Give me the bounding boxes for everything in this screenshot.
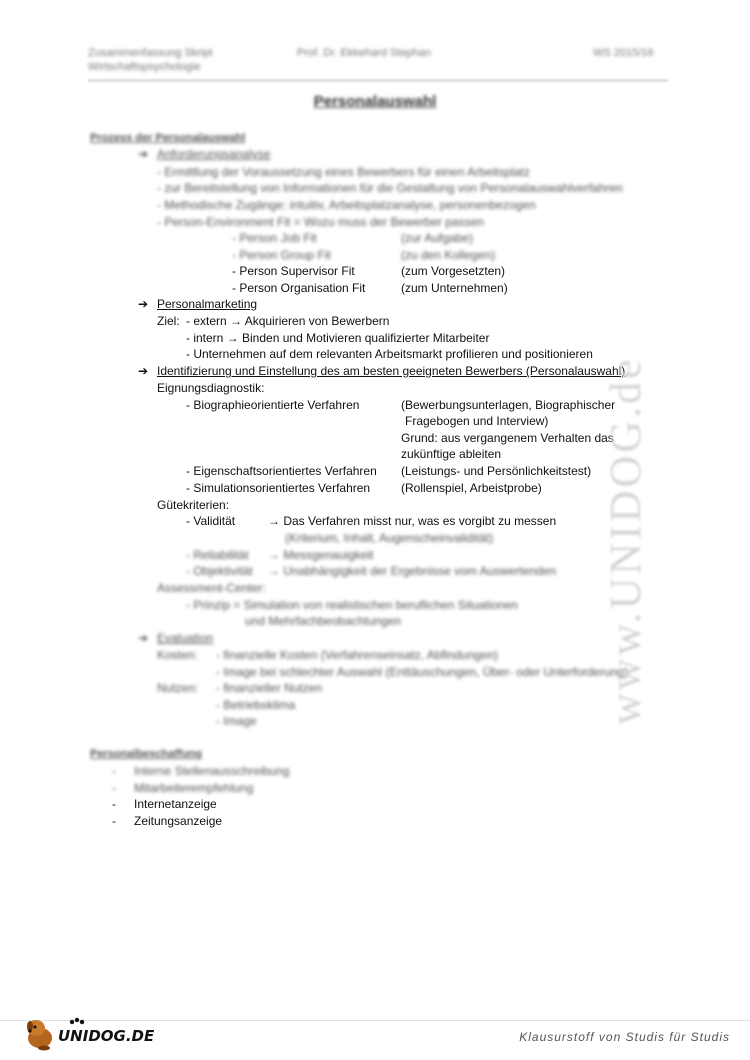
evaluation-label: Evaluation <box>157 631 214 645</box>
ziel-line: - extern → Akquirieren von Bewerbern <box>186 314 390 328</box>
guete-label: Gütekriterien: <box>157 498 230 512</box>
nutzen-line: - Image <box>216 714 257 728</box>
arrow-icon: ➔ <box>138 147 149 161</box>
ziel-line: - intern → Binden und Motivieren qualifizierter Mitarbeiter <box>186 331 490 345</box>
nutzen-line: - Betriebsklima <box>216 698 296 712</box>
arrow-icon: ➔ <box>138 631 149 645</box>
header-course-title: Zusammenfassung Skript <box>88 47 213 59</box>
kriterium-desc: → Messgenauigkeit <box>268 548 374 562</box>
ziel-label: Ziel: <box>157 314 180 328</box>
ziel-line: - Unternehmen auf dem relevanten Arbeitsmarkt profilieren und positionieren <box>186 347 593 361</box>
kosten-label: Kosten: <box>157 648 198 662</box>
kriterium-item: - Validität <box>186 514 236 528</box>
list-item: Mitarbeiterempfehlung <box>134 781 254 795</box>
fit-item-note: (zum Unternehmen) <box>401 281 508 295</box>
page-title: Personalauswahl <box>313 93 437 110</box>
section-heading-beschaffung: Personalbeschaffung <box>90 748 202 760</box>
verfahren-note: (Bewerbungsunterlagen, Biographischer <box>401 398 616 412</box>
section-heading-prozess: Prozess der Personalauswahl <box>90 132 246 144</box>
verfahren-item: - Eigenschaftsorientiertes Verfahren <box>186 464 377 478</box>
fit-item-note: (zu den Kollegen) <box>401 248 496 262</box>
header-semester: WS 2015/16 <box>593 47 654 59</box>
nutzen-label: Nutzen: <box>157 681 199 695</box>
eignung-label: Eignungsdiagnostik: <box>157 381 265 395</box>
list-item: Zeitungsanzeige <box>134 814 223 828</box>
kriterium-sub: (Kriterium, Inhalt, Augenscheinvalidität) <box>285 531 494 545</box>
kosten-line: - Image bei schlechter Auswahl (Enttäuschungen, Über- oder Unterforderung) <box>216 665 629 679</box>
ac-label: Assessment-Center: <box>157 581 266 595</box>
verfahren-note: (Rollenspiel, Arbeistprobe) <box>401 481 542 495</box>
fit-item-note: (zum Vorgesetzten) <box>401 264 506 278</box>
verfahren-item: - Biographieorientierte Verfahren <box>186 398 360 412</box>
verfahren-note: Grund: aus vergangenem Verhalten das <box>401 431 614 445</box>
list-item: Internetanzeige <box>134 797 217 811</box>
fit-item: - Person Supervisor Fit <box>232 264 355 278</box>
identifizierung-label: Identifizierung und Einstellung des am besten geeigneten Bewerbers (Personalauswahl) <box>157 364 626 378</box>
marketing-label: Personalmarketing <box>157 297 258 311</box>
arrow-icon: ➔ <box>138 297 149 311</box>
dash-bullet: - <box>112 764 116 778</box>
kriterium-item: - Objektivität <box>186 564 253 578</box>
nutzen-line: - finanzieller Nutzen <box>216 681 323 695</box>
anforderung-line: - Ermittlung der Voraussetzung eines Bewerbers für einen Arbeitsplatz <box>157 165 530 179</box>
verfahren-note: Fragebogen und Interview) <box>405 414 549 428</box>
footer-tagline: Klausurstoff von Studis für Studis <box>519 1030 730 1044</box>
kriterium-item: - Reliabilität <box>186 548 249 562</box>
dash-bullet: - <box>112 814 116 828</box>
verfahren-note: zukünftige ableiten <box>401 447 502 461</box>
header-course-subtitle: Wirtschaftspsychologie <box>88 61 201 73</box>
ac-line: und Mehrfachbeobachtungen <box>245 614 402 628</box>
anforderung-line: - Person-Environment Fit = Wozu muss der Bewerber passen <box>157 215 484 229</box>
ac-line: - Prinzip = Simulation von realistischen beruflichen Situationen <box>186 598 518 612</box>
fit-item-note: (zur Aufgabe) <box>401 231 474 245</box>
fit-item: - Person Job Fit <box>232 231 317 245</box>
anforderung-line: - zur Bereitstellung von Informationen für die Gestaltung von Personalauswahlverfahren <box>157 181 623 195</box>
verfahren-item: - Simulationsorientiertes Verfahren <box>186 481 371 495</box>
verfahren-note: (Leistungs- und Persönlichkeitstest) <box>401 464 592 478</box>
arrow-icon: ➔ <box>138 364 149 378</box>
anforderung-label: Anforderungsanalyse <box>157 147 271 161</box>
header-professor: Prof. Dr. Ekkehard Stephan <box>297 47 431 59</box>
dash-bullet: - <box>112 781 116 795</box>
kriterium-desc: → Unabhängigkeit der Ergebnisse vom Auswertenden <box>268 564 557 578</box>
kriterium-desc: → Das Verfahren misst nur, was es vorgibt zu messen <box>268 514 557 528</box>
anforderung-line: - Methodische Zugänge: intuitiv, Arbeitsplatzanalyse, personenbezogen <box>157 198 536 212</box>
logo-text: UNIDOG.DE <box>58 1027 155 1045</box>
watermark: www.UNIDOG.de <box>601 356 650 725</box>
fit-item: - Person Organisation Fit <box>232 281 366 295</box>
fit-item: - Person Group Fit <box>232 248 331 262</box>
header-divider <box>88 80 668 81</box>
dash-bullet: - <box>112 797 116 811</box>
list-item: Interne Stellenausschreibung <box>134 764 290 778</box>
kosten-line: - finanzielle Kosten (Verfahrenseinsatz, Abfindungen) <box>216 648 499 662</box>
